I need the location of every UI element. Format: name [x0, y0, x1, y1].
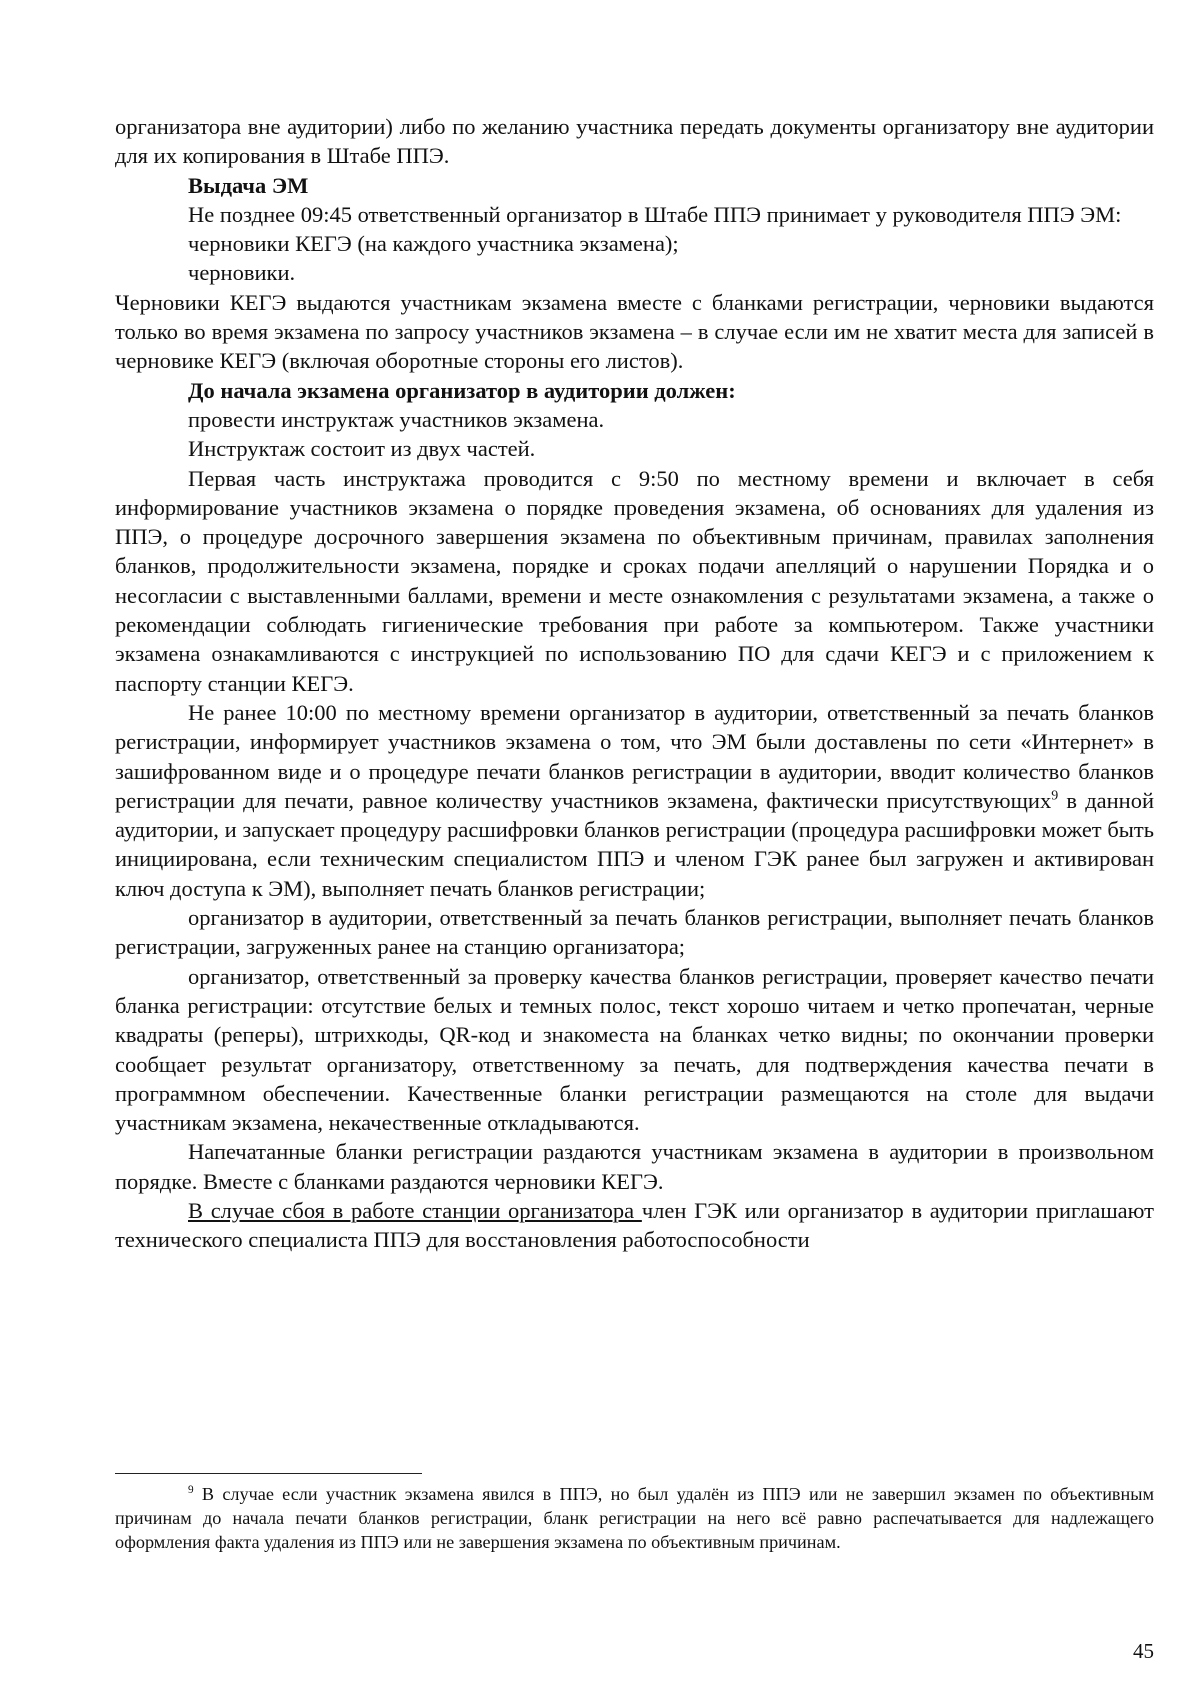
paragraph-deadline: Не позднее 09:45 ответственный организатор в Штабе ППЭ принимает у руководителя ППЭ ЭМ: — [188, 201, 1122, 227]
paragraph-conduct-briefing: провести инструктаж участников экзамена. — [188, 406, 605, 432]
paragraph-print-forms: организатор в аудитории, ответственный за печать бланков регистрации, выполняет печать бланков регистрации, загруженных ранее на станцию организатора; — [115, 905, 1154, 960]
footnote-text: В случае если участник экзамена явился в ППЭ, но был удалён из ППЭ или не завершил экзамен по объективным причинам до начала печати бланков регистрации, бланк регистрации на него всё равно распечатывается для надлежащего оформления факта удаления из ППЭ или не завершения экзамена по объективным причинам. — [115, 1484, 1154, 1553]
paragraph-continuation: организатора вне аудитории) либо по желанию участника передать документы организатору вне аудитории для их копирования в Штабе ППЭ. — [115, 114, 1154, 169]
footnote-marker: 9 — [188, 1484, 194, 1497]
paragraph-printing-start — [115, 698, 1154, 903]
section-heading-em-issue: Выдача ЭМ — [188, 172, 309, 198]
text-segment: Не ранее 10:00 по местному времени организатор в аудитории, ответственный за печать бланков регистрации, информирует участников экзамена о том, что ЭМ были доставлены по сети «Интернет» в зашифрованном виде и о процедуре печати бланков регистрации в аудитории, вводит количество бланков регистрации для печати, равное количеству участников экзамена, фактически присутствующих — [115, 699, 1154, 813]
text-segment: в данной аудитории, и запускает процедуру расшифровки бланков регистрации (процедура расшифровки может быть инициирована, если техническим специалистом ППЭ и членом ГЭК ранее был загружен и активирован ключ доступа к ЭМ), выполняет печать бланков регистрации; — [115, 787, 1155, 901]
footnote-separator — [115, 1473, 422, 1474]
paragraph-briefing-first-part: Первая часть инструктажа проводится с 9:50 по местному времени и включает в себя информирование участников экзамена о порядке проведения экзамена, об основаниях для удаления из ППЭ, о процедуре досрочного завершения экзамена по объективным причинам, правилах заполнения бланков, продолжительности экзамена, порядке и сроках подачи апелляций о нарушении Порядка и о несогласии с выставленными баллами, времени и месте ознакомления с результатами экзамена, а также о рекомендации соблюдать гигиенические требования при работе за компьютером. Также участники экзамена ознакамливаются с инструкцией по использованию ПО для сдачи КЕГЭ и с приложением к паспорту станции КЕГЭ. — [115, 465, 1154, 696]
paragraph-quality-check: организатор, ответственный за проверку качества бланков регистрации, проверяет качество печати бланка регистрации: отсутствие белых и темных полос, текст хорошо читаем и четко пропечатан, черные квадраты (реперы), штрихкоды, QR-код и знакоместа на бланках четко видны; по окончании проверки сообщает результат организатору, ответственному за печать, для подтверждения качества печати в программном обеспечении. Качественные бланки регистрации размещаются на столе для выдачи участникам экзамена, некачественные откладываются. — [115, 963, 1154, 1136]
section-heading-before-exam: До начала экзамена организатор в аудитории должен: — [188, 377, 736, 403]
paragraph-failure-case — [115, 1196, 1154, 1255]
page-number: 45 — [1133, 1639, 1154, 1663]
list-item-drafts: черновики. — [188, 260, 296, 286]
text-segment: член ГЭК или организатор в аудитории приглашают технического специалиста ППЭ для восстановления работоспособности — [115, 1197, 1154, 1253]
paragraph-briefing-parts: Инструктаж состоит из двух частей. — [188, 436, 536, 462]
underlined-phrase: В случае сбоя в работе станции организатора — [188, 1197, 642, 1223]
footnote-reference[interactable]: 9 — [1051, 788, 1059, 804]
list-item-kege-drafts: черновики КЕГЭ (на каждого участника экзамена); — [188, 231, 679, 257]
footnote — [115, 1482, 1154, 1555]
paragraph-distribution: Напечатанные бланки регистрации раздаются участникам экзамена в аудитории в произвольном порядке. Вместе с бланками раздаются черновики КЕГЭ. — [115, 1139, 1154, 1194]
paragraph-drafts-issue: Черновики КЕГЭ выдаются участникам экзамена вместе с бланками регистрации, черновики выдаются только во время экзамена по запросу участников экзамена – в случае если им не хватит места для записей в черновике КЕГЭ (включая оборотные стороны его листов). — [115, 289, 1154, 374]
document-body — [115, 112, 1154, 1255]
